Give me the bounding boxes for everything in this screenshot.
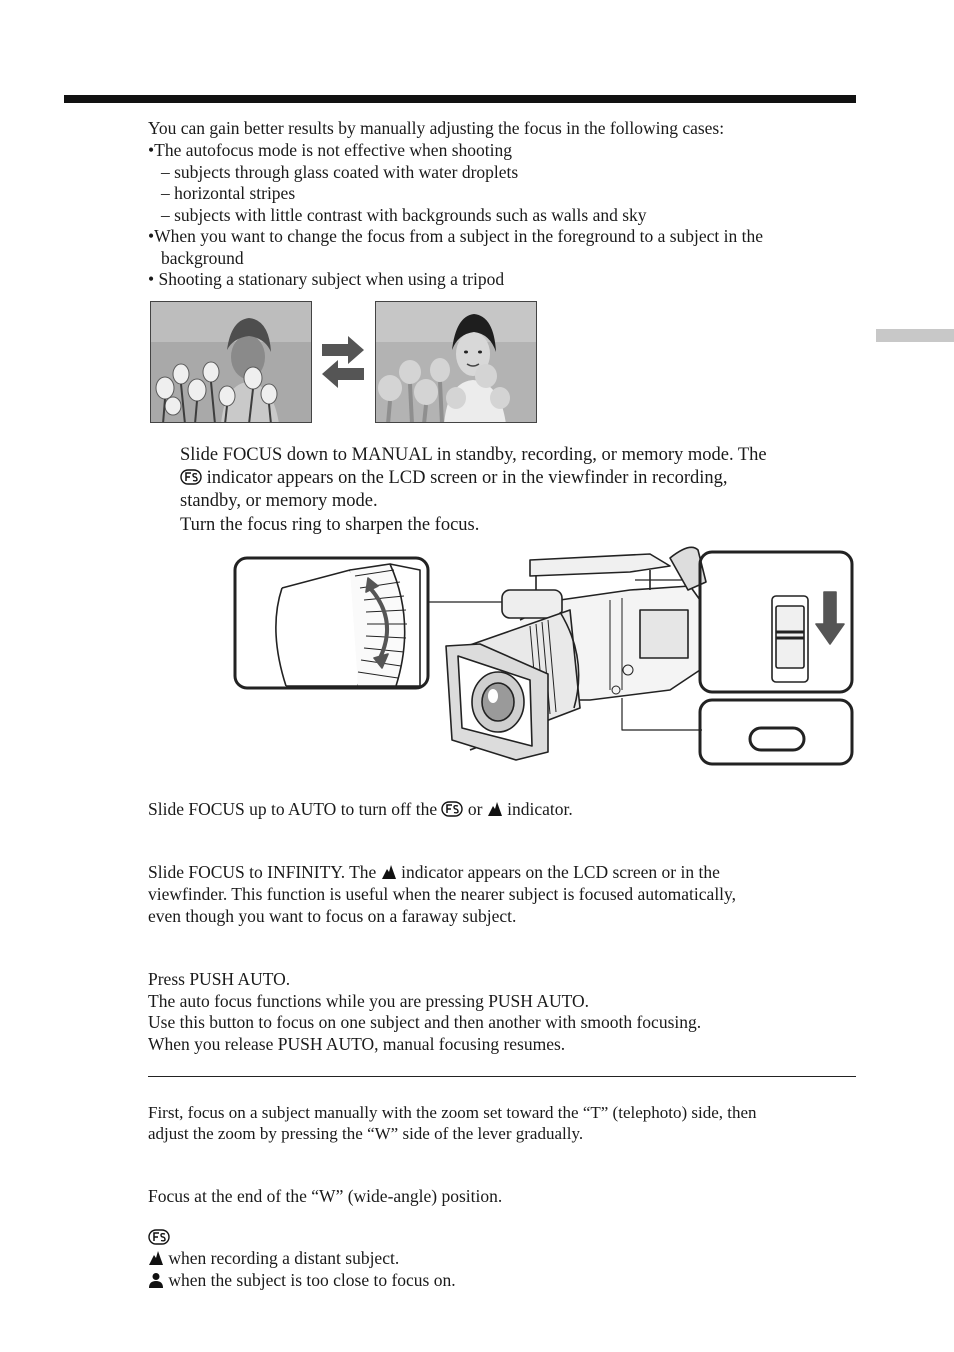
step2: Turn the focus ring to sharpen the focus. — [180, 515, 480, 535]
note2: Focus at the end of the “W” (wide-angle) position. — [148, 1186, 503, 1206]
step1-line3: standby, or memory mode. — [180, 491, 378, 511]
bullet-change-focus: •When you want to change the focus from a subject in the foreground to a subject in the — [148, 226, 764, 246]
push-line3: Use this button to focus on one subject and then another with smooth focusing. — [148, 1012, 702, 1032]
infinity-line1-text2: indicator appears on the LCD screen or in the — [401, 862, 720, 882]
infinity-line2: viewfinder. This function is useful when the nearer subject is focused automatically, — [148, 884, 737, 904]
manual-focus-icon — [441, 801, 463, 817]
infinity-line1-text1: Slide FOCUS to INFINITY. The — [148, 862, 377, 882]
step1-line1: Slide FOCUS down to MANUAL in standby, recording, or memory mode. The — [180, 445, 767, 465]
auto-line-text1: Slide FOCUS up to AUTO to turn off the — [148, 799, 438, 819]
infinity-mountain-icon — [487, 801, 503, 817]
note3-text: when recording a distant subject. — [168, 1248, 400, 1268]
auto-line-text3: indicator. — [507, 799, 573, 819]
subbullet-contrast: – subjects with little contrast with backgrounds such as walls and sky — [161, 205, 647, 225]
note4-text: when the subject is too close to focus on. — [168, 1270, 456, 1290]
infinity-mountain-icon — [148, 1250, 164, 1266]
subbullet-stripes: – horizontal stripes — [161, 183, 296, 203]
note4 — [148, 1270, 456, 1292]
auto-line-text2: or — [467, 799, 483, 819]
infinity-line3: even though you want to focus on a faraway subject. — [148, 906, 517, 926]
bullet-autofocus: •The autofocus mode is not effective when shooting — [148, 140, 512, 160]
intro-lead: You can gain better results by manually adjusting the focus in the following cases: — [148, 118, 725, 138]
auto-line — [148, 799, 573, 821]
bullet-tripod: • Shooting a stationary subject when using a tripod — [148, 269, 505, 289]
push-line4: When you release PUSH AUTO, manual focusing resumes. — [148, 1034, 566, 1054]
note3 — [148, 1248, 399, 1270]
manual-focus-icon — [148, 1229, 170, 1245]
notes-divider — [148, 1076, 856, 1077]
focus-shift-arrows-icon — [322, 336, 364, 388]
infinity-line1 — [148, 862, 720, 884]
push-line2: The auto focus functions while you are pressing PUSH AUTO. — [148, 991, 590, 1011]
step1-line2 — [180, 467, 728, 491]
subbullet-glass: – subjects through glass coated with water droplets — [161, 162, 519, 182]
note1-line2: adjust the zoom by pressing the “W” side of the lever gradually. — [148, 1124, 584, 1143]
manual-focus-icon — [180, 469, 202, 485]
person-icon — [148, 1272, 164, 1288]
infinity-mountain-icon — [381, 864, 397, 880]
bullet-change-focus-cont: background — [161, 248, 244, 268]
step1-line2-text: indicator appears on the LCD screen or in the viewfinder in recording, — [206, 468, 728, 488]
camcorder-illustration — [230, 540, 860, 772]
photo-background-focus — [375, 301, 537, 423]
section-side-tab — [876, 329, 954, 342]
push-line1: Press PUSH AUTO. — [148, 969, 291, 989]
note1-line1: First, focus on a subject manually with the zoom set toward the “T” (telephoto) side, then — [148, 1103, 757, 1122]
header-rule — [64, 95, 856, 103]
photo-foreground-focus — [150, 301, 312, 423]
